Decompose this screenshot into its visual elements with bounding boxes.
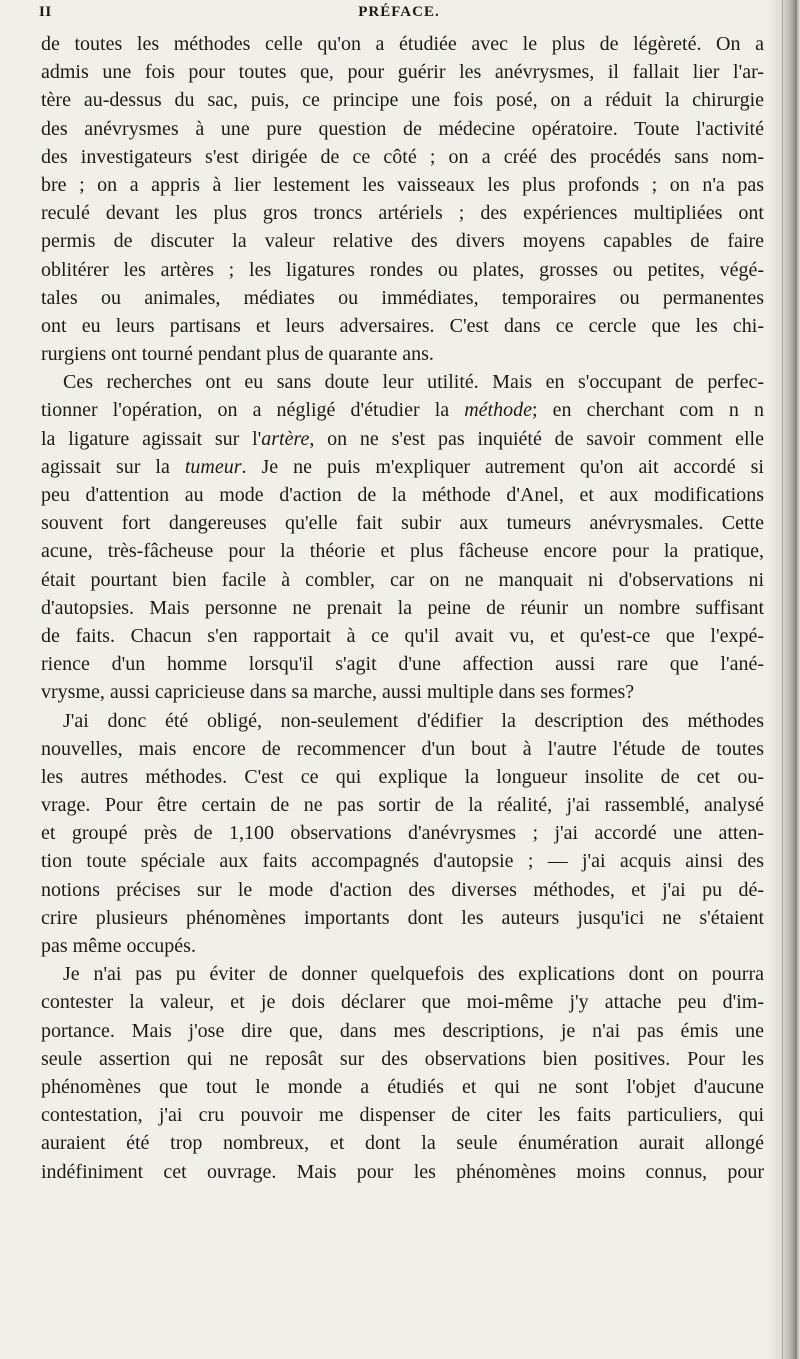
- text-line: des anévrysmes à une pure question de médecine opératoire. Toute l'activité: [41, 117, 764, 140]
- body-text: [41, 30, 764, 1186]
- text-line: souvent fort dangereuses qu'elle fait subir aux tumeurs anévrysmales. Cette: [41, 512, 764, 535]
- text-line: Ces recherches ont eu sans doute leur utilité. Mais en s'occupant de perfec-: [63, 371, 764, 394]
- text-line: contestation, j'ai cru pouvoir me dispenser de citer les faits particuliers, qui: [41, 1104, 764, 1127]
- text-line: de toutes les méthodes celle qu'on a étudiée avec le plus de légèreté. On a: [41, 33, 764, 55]
- text-line: agissait sur la tumeur. Je ne puis m'expliquer autrement qu'on ait accordé si: [41, 455, 764, 478]
- text-line: vrysme, aussi capricieuse dans sa marche, aussi multiple dans ses formes?: [41, 681, 635, 704]
- text-line: contester la valeur, et je dois déclarer que moi-même j'y attache peu d'im-: [41, 991, 764, 1014]
- text-line: les autres méthodes. C'est ce qui explique la longueur insolite de cet ou-: [41, 765, 764, 788]
- text-line: ont eu leurs partisans et leurs adversaires. C'est dans ce cercle que les chi-: [41, 314, 764, 337]
- italic-term: tumeur: [184, 455, 242, 478]
- text-line: de faits. Chacun s'en rapportait à ce qu'il avait vu, et qu'est-ce que l'expé-: [41, 624, 764, 647]
- text-line: J'ai donc été obligé, non-seulement d'édifier la description des méthodes: [63, 709, 764, 732]
- running-title: PRÉFACE.: [358, 4, 440, 20]
- page-number: II: [39, 4, 52, 20]
- text-line: crire plusieurs phénomènes importants dont les auteurs jusqu'ici ne s'étaient: [41, 906, 764, 929]
- text-line: portance. Mais j'ose dire que, dans mes descriptions, je n'ai pas émis une: [41, 1019, 764, 1042]
- text-line: oblitérer les artères ; les ligatures rondes ou plates, grosses ou petites, végé-: [41, 258, 764, 281]
- text-line: d'autopsies. Mais personne ne prenait la peine de réunir un nombre suffisant: [41, 596, 764, 619]
- text-line: permis de discuter la valeur relative des divers moyens capables de faire: [41, 230, 764, 253]
- text-line: seule assertion qui ne reposât sur des observations bien positives. Pour les: [41, 1047, 764, 1070]
- text-line: indéfiniment cet ouvrage. Mais pour les phénomènes moins connus, pour: [41, 1160, 764, 1183]
- text-line: tionner l'opération, on a négligé d'étudier la méthode; en cherchant com n n: [41, 399, 765, 422]
- italic-term: méthode: [464, 399, 532, 422]
- text-line: et groupé près de 1,100 observations d'anévrysmes ; j'ai accordé une atten-: [41, 822, 764, 845]
- page-gutter-shadow: [768, 0, 800, 1359]
- gutter-line: [795, 0, 796, 1359]
- text-line: Je n'ai pas pu éviter de donner quelquefois des explications dont on pourra: [63, 963, 764, 986]
- text-line: notions précises sur le mode d'action des diverses méthodes, et j'ai pu dé-: [41, 878, 764, 901]
- text-line: était pourtant bien facile à combler, car on ne manquait ni d'observations ni: [41, 568, 764, 591]
- text-line: vrage. Pour être certain de ne pas sortir de la réalité, j'ai rassemblé, analysé: [41, 794, 764, 817]
- italic-term: artère: [261, 427, 310, 450]
- text-line: nouvelles, mais encore de recommencer d'un bout à l'autre l'étude de toutes: [41, 737, 764, 760]
- text-line: phénomènes que tout le monde a étudiés et qui ne sont l'objet d'aucune: [41, 1075, 764, 1098]
- text-line: auraient été trop nombreux, et dont la seule énumération aurait allongé: [41, 1132, 764, 1155]
- text-line: tales ou animales, médiates ou immédiates, temporaires ou permanentes: [41, 286, 764, 309]
- text-line: reculé devant les plus gros troncs artériels ; des expériences multipliées ont: [41, 202, 764, 225]
- text-line: acune, très-fâcheuse pour la théorie et plus fâcheuse encore pour la pratique,: [41, 540, 764, 563]
- text-line: tère au-dessus du sac, puis, ce principe une fois posé, on a réduit la chirurgie: [41, 89, 764, 112]
- text-line: rience d'un homme lorsqu'il s'agit d'une affection aussi rare que l'ané-: [41, 653, 764, 676]
- text-line: admis une fois pour toutes que, pour guérir les anévrysmes, il fallait lier l'ar-: [41, 61, 764, 84]
- text-line: tion toute spéciale aux faits accompagnés d'autopsie ; — j'ai acquis ainsi des: [41, 850, 764, 873]
- text-line: rurgiens ont tourné pendant plus de quarante ans.: [41, 343, 434, 366]
- text-line: des investigateurs s'est dirigée de ce côté ; on a créé des procédés sans nom-: [41, 145, 764, 168]
- text-line: peu d'attention au mode d'action de la méthode d'Anel, et aux modifications: [41, 484, 764, 506]
- text-line: la ligature agissait sur l'artère, on ne s'est pas inquiété de savoir comment elle: [41, 427, 764, 450]
- text-line: bre ; on a appris à lier lestement les vaisseaux les plus profonds ; on n'a pas: [41, 173, 764, 196]
- page-header: [39, 4, 759, 28]
- text-line: pas même occupés.: [41, 935, 196, 957]
- gutter-line: [782, 0, 783, 1359]
